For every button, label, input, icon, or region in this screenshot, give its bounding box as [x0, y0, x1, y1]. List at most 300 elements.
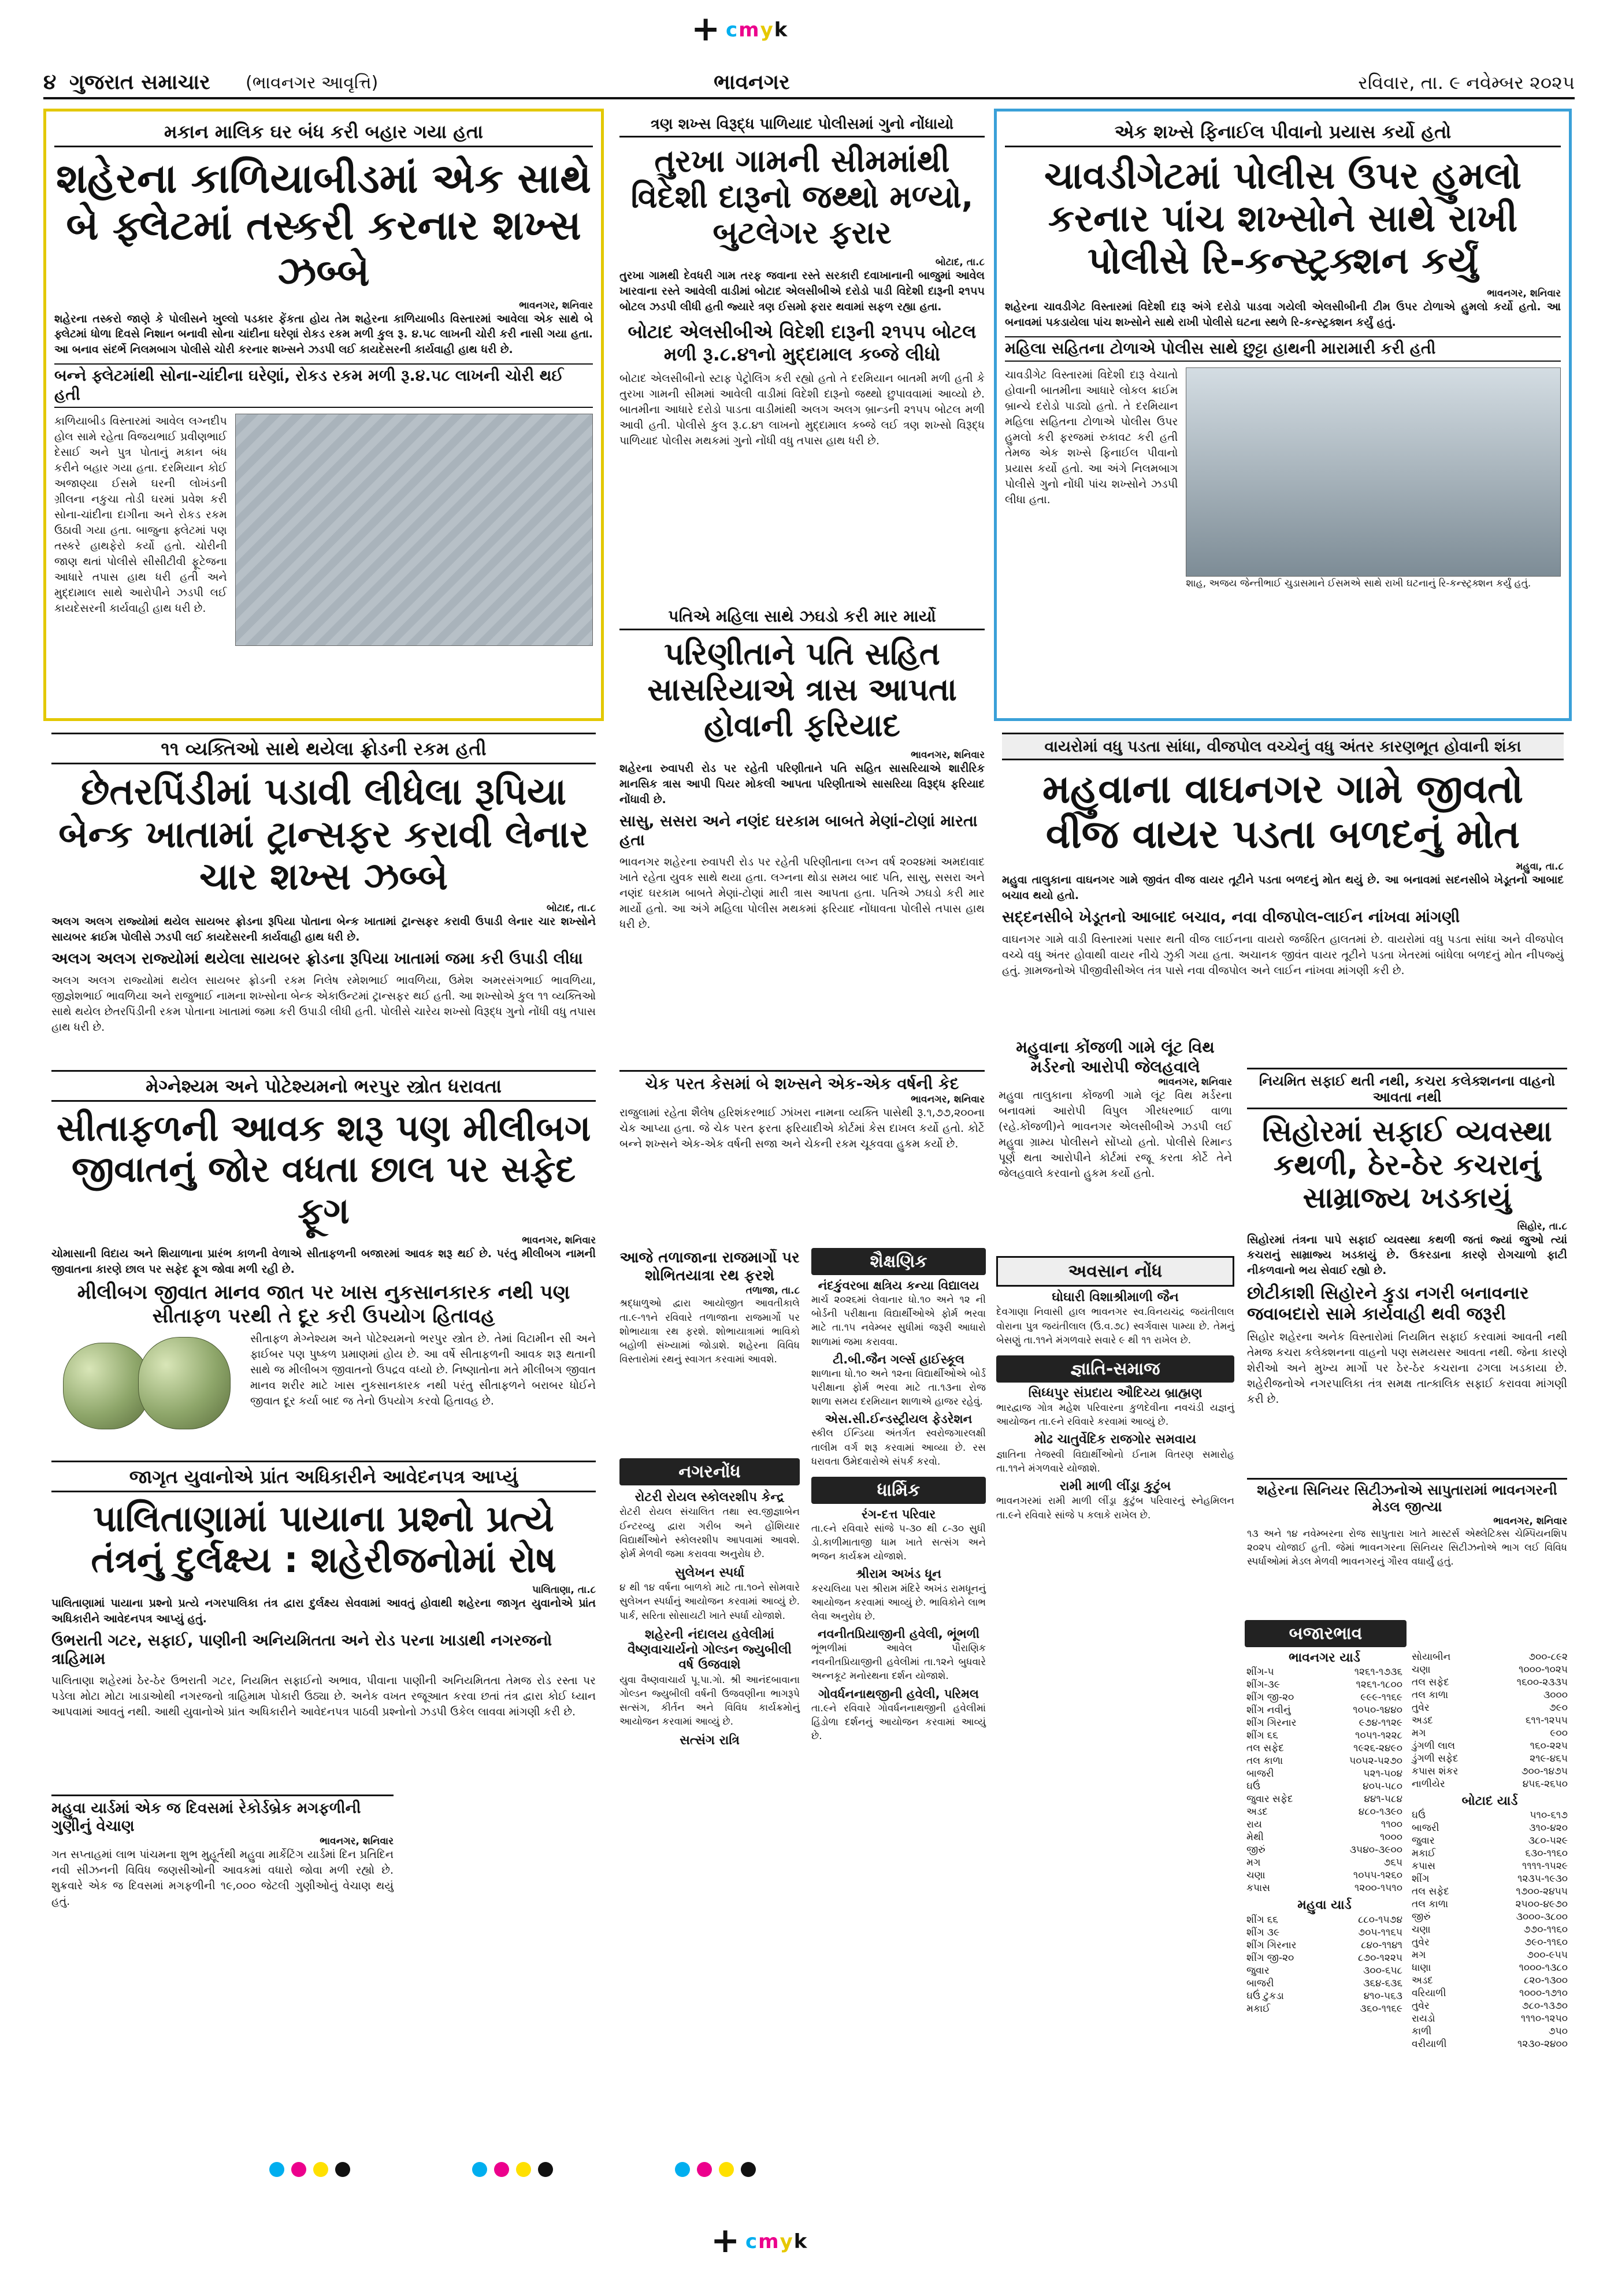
commodity: ચણા: [1412, 1664, 1431, 1675]
rate-row: [1245, 1729, 1404, 1742]
price-range: ૧૦૫૫-૧૨૬૦: [1353, 1870, 1402, 1882]
rate-row: [1410, 1974, 1569, 1987]
column-nagarnondh: [617, 1456, 802, 2149]
commodity: શીંગ જી-૨૦: [1246, 1952, 1294, 1964]
dateline: ભાવનગર, શનિવાર: [519, 299, 593, 311]
dateline: ભાવનગર, શનિવાર: [911, 1093, 985, 1105]
item-title: સિધ્ધપુર સંપ્રદાય ઔદિચ્ય બ્રાહ્મણ: [1028, 1385, 1203, 1400]
item-body: તા.૯ને રવિવારે ગોવર્ધનનાથજીની હવેલીમાં હિંડોળા દર્શનનું આયોજન કરવામાં આવ્યું છે.: [811, 1702, 986, 1742]
item-body: જ્ઞાતિના તેજસ્વી વિદ્યાર્થીઓનો ઈનામ વિતરણ સમારોહ તા.૧૧ને મંગળવારે યોજાશે.: [996, 1448, 1234, 1474]
body: ગત સપ્તાહમાં લાભ પાંચમના શુભ મુહૂર્તથી મહુવા માર્કેટિંગ યાર્ડમાં દિન પ્રતિદિન નવી સીઝનની વિવિધ જણસીઓની આવકમાં વધારો જોવા મળી રહ્યો છે. શુક્રવારે એક જ દિવસમાં મગફળીની ૧૯,૦૦૦ જેટલી ગુણીઓનું વેચાણ થયું હતું.: [51, 1848, 394, 1908]
dateline: બોટાદ, તા.૮: [546, 902, 596, 914]
rate-row: [1410, 1898, 1569, 1911]
masthead: [43, 70, 1575, 99]
price-range: ૧૦૫૧-૧૨૨૮: [1355, 1730, 1402, 1742]
kicker: ત્રણ શખ્સ વિરૂદ્ધ પાળિયાદ પોલીસમાં ગુનો નોંધાયો: [619, 112, 985, 138]
price-range: ૩૮૦-૫૨૯: [1528, 1835, 1568, 1847]
commodity: તલ કાળા: [1412, 1899, 1449, 1911]
commodity: જુવાર: [1246, 1964, 1270, 1977]
price-range: ૪૮૦-૧૩૯૦: [1358, 1806, 1402, 1818]
intro: તુરખા ગામથી દેવધરી ગામ તરફ જવાના રસ્તે સરકારી દવાખાનાની બાજુમાં આવેલ ખારવાના રસ્તે આવેલી વાડીમાં બોટાદ એલસીબીએ દરોડો પાડી વિદેશી દારૂની ૨૧૫૫ બોટલ ઝડપી લીધી હતી જ્યારે ત્રણ ઈસમો ફરાર થવામાં સફળ રહ્યા હતા.: [619, 269, 985, 314]
rate-row: [1245, 1780, 1404, 1793]
commodity: ચણા: [1246, 1870, 1266, 1882]
commodity: અડદ: [1412, 1715, 1433, 1726]
subhead: મહિલા સહિતના ટોળાએ પોલીસ સાથે છુટ્ટા હાથની મારામારી કરી હતી: [1005, 336, 1561, 362]
rate-row: [1410, 1936, 1569, 1949]
item-title: ટી.બી.જૈન ગર્લ્સ હાઈસ્કૂલ: [833, 1352, 964, 1366]
commodity: મગ: [1412, 1949, 1426, 1961]
item-title: શહેરની નંદાલય હવેલીમાં વૈષ્ણવાચાર્યનો ગોલ્ડન જ્યુબીલી વર્ષ ઉજવાશે: [628, 1627, 792, 1673]
rate-row: [1245, 1755, 1404, 1767]
commodity: તુવેર: [1412, 1937, 1430, 1949]
rate-row: [1245, 1717, 1404, 1729]
commodity: તલ સફેદ: [1246, 1743, 1284, 1755]
rate-row: [1410, 1860, 1569, 1873]
headline: ચાવડીગેટમાં પોલીસ ઉપર હુમલો કરનાર પાંચ શખ્સોને સાથે રાખી પોલીસે રિ-કન્સ્ટ્રક્શન કર્યું: [1044, 155, 1521, 283]
fruit-shape: [138, 1337, 231, 1429]
commodity: સોયાબીન: [1412, 1651, 1451, 1663]
headline: પાલિતાણામાં પાયાના પ્રશ્નો પ્રત્યે તંત્રનું દુર્લક્ષ્ય : શહેરીજનોમાં રોષ: [91, 1498, 556, 1581]
price-range: ૭૯૦-૧૧૬૦: [1524, 1937, 1568, 1949]
price-range: ૫૦૫૨-૫૨૭૦: [1349, 1755, 1402, 1767]
rate-row: [1410, 1740, 1569, 1752]
item-body: ભૂંભળીમાં આવેલ પૌરાણિક નવનીતપ્રિયાજીની હવેલીમાં તા.૧૨ને બુધવારે અન્નકૂટ મનોરથના દર્શન યોજાશે.: [811, 1643, 986, 1682]
price-range: ૭૭૦-૧૧૬૦: [1523, 1924, 1568, 1936]
item-body: દેવગાણા નિવાસી હાલ ભાવનગર સ્વ.વિનયચંદ્ર જયંતીલાલ વોરાના પુત્ર જયંતીલાલ (ઉ.વ.૭૮) સ્વર્ગવાસ પામ્યા છે. તેમનું બેસણું તા.૧૧ને મંગળવારે સવારે ૯ થી ૧૧ રાખેલ છે.: [996, 1306, 1234, 1346]
dateline: પાલિતાણા, તા.૮: [532, 1584, 596, 1596]
dateline: ભાવનગર, શનિવાર: [1158, 1076, 1232, 1088]
fruit-shape: [63, 1343, 150, 1429]
yard-title: ભાવનગર યાર્ડ: [1289, 1651, 1360, 1665]
yard-title: બોટાદ યાર્ડ: [1461, 1794, 1518, 1808]
commodity: શીંગ-૫: [1246, 1666, 1274, 1678]
commodity: તલ કાળા: [1412, 1689, 1449, 1701]
rate-row: [1410, 2025, 1569, 2038]
rate-row: [1410, 1822, 1569, 1834]
price-range: ૧૦૦૦-૧૩૮૦: [1519, 1962, 1568, 1974]
dateline: ભાવનગર, શનિવાર: [1487, 287, 1561, 299]
rate-row: [1410, 1809, 1569, 1822]
page-number: ૪: [43, 70, 57, 94]
commodity: શીંગ ૬૬: [1246, 1914, 1278, 1926]
commodity: ઘઉં ટુકડા: [1246, 1990, 1284, 2002]
item-title: નવનીતપ્રિયાજીની હવેલી, ભૂંભળી: [817, 1626, 980, 1641]
story-kaliyabid-theft: [43, 109, 604, 721]
item-title: રંગ-દત્ત પરિવાર: [861, 1507, 936, 1521]
rates-table-botad: [1410, 1809, 1569, 2050]
rate-row: [1410, 1689, 1569, 1701]
kicker: વાયરોમાં વધુ પડતા સાંધા, વીજપોલ વચ્ચેનું વધુ અંતર કારણભૂત હોવાની શંકા: [1002, 733, 1564, 760]
subhead: સદ્દનસીબે ખેડૂતનો આબાદ બચાવ, નવા વીજપોલ-લાઈન નાંખવા માંગણી: [1002, 908, 1460, 927]
photo-caption: શાહ, અજય જેન્તીભાઈ ચુડાસમાને ઈસમએ સાથે રાખી ઘટનાનું રિ-કન્સ્ટ્રક્શન કર્યું હતું.: [1186, 578, 1531, 590]
headline: પરિણીતાને પતિ સહિત સાસરિયાએ ત્રાસ આપતા હોવાની ફરિયાદ: [647, 636, 957, 744]
price-range: ૨૫૦૦-૪૯૭૦: [1515, 1899, 1568, 1911]
price-range: ૭૦૫-૧૧૬૫: [1358, 1926, 1402, 1938]
item-body: રોટરી રોયલ સંચાલિત તથા સ્વ.જીજ્ઞાબેન ઈન્ટરવ્યુ દ્વારા ગરીબ અને હોંશિયાર વિદ્યાર્થીઓને સ્કોલરશીપ આપવામાં આવશે. ફોર્મ મેળવી જમા કરાવવા અનુરોધ છે.: [619, 1506, 800, 1560]
subhead: સાસુ, સસરા અને નણંદ ઘરકામ બાબતે મેણાં-ટોણાં મારતા હતા: [619, 812, 978, 849]
rate-row: [1410, 2000, 1569, 2012]
commodity: મગ: [1246, 1857, 1261, 1869]
commodity: જીરું: [1246, 1844, 1266, 1856]
swatch: [313, 2162, 328, 2177]
price-range: ૩૦૦૦-૩૮૦૦: [1516, 1911, 1568, 1923]
rate-row: [1410, 2038, 1569, 2050]
price-range: ૧૨૬૧-૧૭૩૬: [1354, 1666, 1402, 1678]
price-range: ૧૬૦-૨૨૫: [1530, 1740, 1568, 1752]
headline: ચેક પરત કેસમાં બે શખ્સને એક-એક વર્ષની કેદ: [619, 1070, 985, 1094]
kicker: મેગ્નેશ્યમ અને પોટેશ્યમનો ભરપુર સ્ત્રોત ધરાવતા: [51, 1070, 596, 1102]
price-range: ૪૫૬-૨૬૫૦: [1522, 1778, 1568, 1790]
item-body: તા.૯ને રવિવારે સાંજે ૫-૩૦ થી ૮-૩૦ સુધી ડો.કાળીમાતાજી ધામ ખાતે સત્સંગ અને ભજન કાર્યક્રમ યોજાશે.: [811, 1523, 986, 1563]
dateline: બોટાદ, તા.૮: [935, 257, 985, 269]
headline: મહુવા યાર્ડમાં એક જ દિવસમાં રેકોર્ડબ્રેક મગફળીની ગુણીનું વેચાણ: [51, 1795, 394, 1836]
story-cheque-case: [617, 1067, 987, 1240]
story-turkha-liquor: [617, 109, 987, 594]
price-range: ૪૦૫-૫૮૦: [1363, 1781, 1402, 1793]
rate-row: [1245, 1678, 1404, 1691]
rate-row: [1245, 1926, 1404, 1939]
item-title: ઘોઘારી વિશાશ્રીમાળી જૈન: [1052, 1290, 1179, 1305]
story-custard-apple: [43, 1067, 604, 1448]
body: મહુવા તાલુકાના કોંજળી ગામે લૂંટ વિથ મર્ડરના બનાવમાં આરોપી વિપુલ ગીરધરભાઈ વાળા (રહે.કોંજળી)ને ભાવનગર એલસીબીએ ઝડપી લઈ મહુવા ગ્રામ્ય પોલીસને સોંપ્યો હતો. પોલીસે રિમાન્ડ પૂર્ણ થતા આરોપીને કોર્ટમાં રજૂ કરતા કોર્ટે તેને જેલહવાલે કરવાનો હુકમ કર્યો હતો.: [999, 1089, 1232, 1180]
commodity: રાય: [1246, 1819, 1262, 1831]
rate-row: [1245, 1952, 1404, 1964]
registration-mark-bottom: +: [711, 2220, 740, 2261]
swatch: [269, 2162, 284, 2177]
price-range: ૩૫૪૦-૩૯૦૦: [1349, 1844, 1402, 1856]
price-range: ૧૦૫૦-૧૪૪૦: [1353, 1704, 1402, 1717]
swatch: [719, 2162, 734, 2177]
item-body: યુવા વૈષ્ણવાચાર્ય પૂ.પા.ગો. શ્રી આનંદબાવાના ગોલ્ડન જ્યુબીલી વર્ષની ઉજવણીના ભાગરૂપે સત્સંગ, કીર્તન અને વિવિધ કાર્યક્રમોનું આયોજન કરવામાં આવ્યું છે.: [619, 1674, 800, 1728]
rate-row: [1410, 1765, 1569, 1778]
commodity: તુવેર: [1412, 2000, 1430, 2012]
dateline: તળાજા, તા.૮: [745, 1285, 800, 1297]
rate-row: [1245, 1831, 1404, 1844]
rate-row: [1410, 1949, 1569, 1961]
price-range: ૮૪૦-૧૧૪૧: [1361, 1939, 1402, 1951]
story-chavdigate-attack: [994, 109, 1572, 721]
body: સીતાફળ મેગ્નેશ્યમ અને પોટેશ્યમનો ભરપુર સ્ત્રોત છે. તેમાં વિટામીન સી અને ફાઈબર પણ પુષ્કળ પ્રમાણમાં હોય છે. આ વર્ષે સીતાફળની આવક શરૂ થતાની સાથે જ મીલીબગ જીવાતનો ઉપદ્રવ વધ્યો છે. નિષ્ણાતોના મતે મીલીબગ જીવાત માનવ શરીર માટે ખાસ નુકસાનકારક નથી પરંતુ સીતાફળને બરાબર ધોઈને જીવાત દૂર કર્યા બાદ જ તેનો ઉપયોગ કરવો હિતાવહ છે.: [250, 1332, 596, 1408]
commodity: તલ સફેદ: [1412, 1886, 1449, 1898]
price-range: ૯૭૪-૧૧૨૯: [1359, 1717, 1402, 1729]
price-range: ૧૦૦૦-૧૦૨૫: [1519, 1664, 1568, 1675]
price-range: ૧૦૦૦-૧૭૧૦: [1519, 1987, 1568, 2000]
rate-row: [1245, 1793, 1404, 1805]
commodity: જુવાર: [1412, 1835, 1435, 1847]
item-body: ભાવનગરમાં રામી માળી લીંડ્રા કુટુંબ પરિવારનું સ્નેહમિલન તા.૯ને રવિવારે સાંજે ૫ કલાકે રાખેલ છે.: [996, 1495, 1234, 1521]
commodity: ડુંગળી સફેદ: [1412, 1753, 1459, 1764]
commodity: કપાસ: [1412, 1860, 1435, 1873]
story-cyber-fraud: [43, 729, 604, 1064]
price-range: ૩૦૦૦: [1543, 1689, 1568, 1701]
body: ૧૩ અને ૧૪ નવેમ્બરના રોજ સાપુતારા ખાતે માસ્ટર્સ એથ્લેટિક્સ ચેમ્પિયનશિપ ૨૦૨૫ યોજાઈ હતી. જેમાં ભાવનગરના સિનિયર સિટીઝનોએ ભાગ લઈ વિવિધ સ્પર્ધાઓમાં મેડલ મેળવી ભાવનગરનું ગૌરવ વધાર્યું હતું.: [1247, 1528, 1567, 1567]
story-konjli-murder: [994, 1034, 1237, 1248]
rate-row: [1245, 1939, 1404, 1952]
subhead: છોટીકાશી સિહોરને કુડા નગરી બનાવનાર જવાબદારો સામે કાર્યવાહી થવી જરૂરી: [1247, 1283, 1529, 1325]
price-range: ૩૧૦-૪૨૦: [1529, 1822, 1568, 1834]
commodity: મગ: [1412, 1727, 1426, 1739]
price-range: ૩૦૦-૬૫૮: [1363, 1964, 1402, 1977]
price-range: ૭૦૦-૮૯૨: [1528, 1651, 1568, 1663]
rate-row: [1245, 1742, 1404, 1755]
price-range: ૧૯૨૬-૨૪૯૦: [1353, 1743, 1402, 1755]
price-range: ૧૧૧૧-૧૫૨૯: [1522, 1860, 1568, 1873]
kicker: પતિએ મહિલા સાથે ઝઘડો કરી માર માર્યો: [619, 603, 985, 630]
rate-row: [1245, 1666, 1404, 1678]
price-range: ૬૩૦-૧૧૬૦: [1525, 1848, 1568, 1860]
kicker: એક શખ્સે ફિનાઈલ પીવાનો પ્રયાસ કર્યો હતો: [1005, 117, 1561, 147]
rate-row: [1410, 1727, 1569, 1740]
rate-row: [1410, 1873, 1569, 1885]
price-range: ૧૧૦૦: [1381, 1819, 1402, 1831]
dateline: ભાવનગર, શનિવાર: [1493, 1515, 1567, 1527]
rate-row: [1410, 2012, 1569, 2025]
commodity: શીંગ ૬૬: [1246, 1730, 1278, 1742]
rate-row: [1410, 1676, 1569, 1689]
paper-name: ગુજરાત સમાચાર: [69, 70, 210, 94]
swatch: [291, 2162, 306, 2177]
price-range: ૭૮૦-૧૩૭૦: [1521, 2000, 1568, 2012]
commodity: બાજરી: [1246, 1977, 1274, 1989]
price-range: ૭૦૦-૧૪૭૫: [1521, 1766, 1568, 1777]
rate-row: [1245, 1704, 1404, 1717]
headline: શહેરના સિનિયર સિટીઝનોએ સાપુતારામાં ભાવનગરની મેડલ જીત્યા: [1247, 1478, 1567, 1515]
commodity: તલ સફેદ: [1412, 1677, 1449, 1688]
price-range: ૮૮૦-૧૫૭૪: [1358, 1914, 1402, 1926]
rate-row: [1410, 1752, 1569, 1765]
price-range: ૧૬૦૦-૨૩૩૫: [1516, 1677, 1568, 1688]
body: વાઘનગર ગામે વાડી વિસ્તારમાં પસાર થતી વીજ લાઈનના વાયરો જર્જરિત હાલતમાં છે. વાયરોમાં વધુ પડતા સાંધા અને વીજપોલ વચ્ચે વધુ અંતર હોવાથી વાયર નીચે ઝુકી ગયા હતા. અચાનક જીવંત વાયર તૂટીને પડતા ખેતરમાં બાંધેલા બળદનું મોત નીપજ્યું હતું. ગ્રામજનોએ પીજીવીસીએલ તંત્ર પાસે નવા વીજપોલ અને લાઈન નાંખવા માંગણી કરી છે.: [1002, 932, 1564, 977]
commodity: તલ કાળા: [1246, 1755, 1283, 1767]
kicker: નિયમિત સફાઈ થતી નથી, કચરા કલેક્શનના વાહનો આવતા નથી: [1247, 1068, 1567, 1109]
rate-row: [1245, 1990, 1404, 2003]
price-range: ૧૨૩૫-૧૯૩૦: [1517, 1873, 1568, 1885]
item-title: મોઢ ચાતુર્વેદિક રાજગોર સમવાય: [1034, 1432, 1196, 1447]
registration-mark-top: +: [691, 9, 721, 49]
body: સિહોર શહેરના અનેક વિસ્તારોમાં નિયમિત સફાઈ કરવામાં આવતી નથી તેમજ કચરા કલેક્શનના વાહનો પણ સમયસર આવતા નથી. જેના કારણે શેરીઓ અને મુખ્ય માર્ગો પર ઠેર-ઠેર કચરાના ઢગલા ખડકાયા છે. શહેરીજનોએ નગરપાલિકા તંત્ર સમક્ષ તાત્કાલિક સફાઈ કરાવવા માંગણી કરી છે.: [1247, 1331, 1567, 1406]
price-range: ૧૨૬૧-૧૮૦૦: [1356, 1679, 1402, 1691]
body: શ્રદ્ધાળુઓ દ્વારા આયોજીત આવતીકાલે તા.૯-૧૧ને રવિવારે તળાજાના રાજમાર્ગો પર શોભાયાત્રા રથ ફરશે. શોભાયાત્રામાં ભાવિકો બહોળી સંખ્યામાં જોડાશે. શહેરના વિવિધ વિસ્તારોમાં રથનું સ્વાગત કરવામાં આવશે.: [619, 1298, 800, 1365]
body: પાલિતાણા શહેરમાં ઠેર-ઠેર ઉભરાતી ગટર, નિયમિત સફાઈનો અભાવ, પીવાના પાણીની અનિયમિતતા તેમજ રોડ રસ્તા પર પડેલા મોટા મોટા ખાડાઓથી નગરજનો ત્રાહિમામ પોકારી ઉઠ્યા છે. અનેક વખત રજૂઆત કરવા છતાં તંત્ર દ્વારા કોઈ ધ્યાન આપવામાં આવતું નથી. આથી યુવાનોએ પ્રાંત અધિકારીને આવેદનપત્ર પાઠવી પ્રશ્નોનો ઝડપી ઉકેલ લાવવા માંગણી કરી છે.: [51, 1674, 596, 1719]
rate-row: [1245, 1882, 1404, 1894]
column-tag: નગરનોંધ: [619, 1458, 800, 1485]
headline: સીતાફળની આવક શરૂ પણ મીલીબગ જીવાતનું જોર વધતા છાલ પર સફેદ ફૂગ: [56, 1107, 591, 1232]
story-palitana: [43, 1457, 604, 1781]
item-title: સુલેખન સ્પર્ધા: [674, 1565, 745, 1580]
rates-table-bhavnagar: [1245, 1666, 1404, 1894]
rate-row: [1410, 1847, 1569, 1860]
rate-row: [1245, 1964, 1404, 1977]
dateline: સિહોર, તા.૮: [1517, 1220, 1567, 1232]
section-title: ભાવનગર: [714, 70, 790, 94]
price-range: ૮૭૦-૧૨૨૫: [1358, 1952, 1402, 1964]
price-range: ૧૨૦૦-૧૫૧૦: [1354, 1882, 1402, 1894]
column-tag: ધાર્મિક: [811, 1477, 986, 1504]
headline: મહુવાના કોંજળી ગામે લૂંટ વિથ મર્ડરનો આરોપી જેલહવાલે: [1016, 1038, 1215, 1076]
price-range: ૭૫૦: [1548, 2026, 1568, 2038]
story-mahuva-yard: [43, 1791, 402, 2138]
item-body: સ્કીલ ઈન્ડિયા અંતર્ગત સ્વરોજગારલક્ષી તાલીમ વર્ગ શરૂ કરવામાં આવ્યા છે. રસ ધરાવતા ઉમેદવારોએ સંપર્ક કરવો.: [811, 1428, 986, 1467]
price-range: ૮૨૦-૧૩૦૦: [1524, 1975, 1568, 1987]
commodity: અડદ: [1246, 1806, 1268, 1818]
column-tag: બજારભાવ: [1245, 1620, 1407, 1647]
yard-title: મહુવા યાર્ડ: [1297, 1898, 1352, 1913]
commodity: મકાઈ: [1412, 1848, 1436, 1860]
intro: શહેરના તસ્કરો જાણે કે પોલીસને ખુલ્લો પડકાર ફેંકતા હોય તેમ શહેરના કાળિયાબીડ વિસ્તારમાં આવેલા એક સાથે બે ફ્લેટમાં ધોળા દિવસે નિશાન બનાવી સોના ચાંદીના ઘરેણાં રોકડ રકમ મળી કુલ રૂ. ૪.૫૮ લાખની ચોરી કરી નાસી ગયા હતા. આ બનાવ સંદર્ભે નિલમબાગ પોલીસે ચોરી કરનાર શખ્સને ઝડપી લઈ કાયદેસરની કાર્યવાહી હાથ ધરી છે.: [54, 312, 593, 356]
headline: શહેરના કાળિયાબીડમાં એક સાથે બે ફ્લેટમાં તસ્કરી કરનાર શખ્સ ઝબ્બે: [56, 155, 591, 295]
price-range: ૨૧૯-૪૬૫: [1530, 1753, 1568, 1764]
market-rates: [1242, 1618, 1572, 2149]
rate-row: [1410, 1834, 1569, 1847]
price-range: ૫૨૧-૫૦૪: [1363, 1768, 1402, 1780]
item-title: શ્રીરામ અખંડ ધૂન: [856, 1567, 941, 1581]
commodity: ઘઉં: [1412, 1810, 1426, 1822]
commodity: શીંગ: [1412, 1873, 1430, 1885]
body: બોટાદ એલસીબીનો સ્ટાફ પેટ્રોલિંગ કરી રહ્યો હતો તે દરમિયાન બાતમી મળી હતી કે તુરખા ગામની સીમમાં આવેલી વાડીમાં વિદેશી દારૂનો જથ્થો છુપાવવામાં આવ્યો છે. બાતમીના આધારે દરોડો પાડતા વાડીમાંથી અલગ અલગ બ્રાન્ડની ૨૧૫૫ બોટલ મળી આવી હતી. પોલીસે કુલ રૂ.૮.૪૧ લાખનો મુદ્દામાલ કબ્જે લઈ ત્રણ શખ્સો વિરૂદ્ધ પાળિયાદ પોલીસ મથકમાં ગુનો નોંધી વધુ તપાસ હાથ ધરી છે.: [619, 371, 985, 447]
price-range: ૬૧૧-૧૨૫૫: [1526, 1715, 1568, 1726]
price-range: ૪૧૦-૫૬૩: [1363, 1990, 1402, 2002]
commodity: કપાસ શંકર: [1412, 1766, 1459, 1777]
body: અલગ અલગ રાજ્યોમાં થયેલ સાયબર ફ્રોડની રકમ નિલેષ રમેશભાઈ ભાવળિયા, ઉમેશ અમરસંગભાઈ ભાવળિયા, જીજ્ઞેશભાઈ ભાવળિયા અને રાજુભાઈ નામના શખ્સોના બેન્ક એકાઉન્ટમાં ટ્રાન્સફર થઈ હતી. આ શખ્સોએ કુલ ૧૧ વ્યક્તિઓ સાથે થયેલ છેતરપિંડીની રકમ પોતાના ખાતામાં જમા કરી ઉપાડી લીધી હતી. પોલીસે ચારેય શખ્સો વિરૂદ્ધ ગુનો નોંધી વધુ તપાસ હાથ ધરી છે.: [51, 974, 596, 1034]
dateline: ભાવનગર, શનિવાર: [320, 1836, 394, 1848]
rate-row: [1410, 1778, 1569, 1790]
rate-row: [1245, 1977, 1404, 1990]
price-range: ૭૦૦-૯૫૫: [1527, 1949, 1568, 1961]
story-sihor-cleanliness: [1242, 1064, 1572, 1469]
subhead: અલગ અલગ રાજ્યોમાં થયેલા સાયબર ફ્રોડના રૂપિયા ખાતામાં જમા કરી ઉપાડી લીધા: [51, 949, 583, 968]
price-range: ૧૦૦૦: [1379, 1831, 1402, 1844]
body: કાળિયાબીડ વિસ્તારમાં આવેલ લગ્નદીપ હોલ સામે રહેતા વિજયભાઈ પ્રવીણભાઈ દેસાઈ અને પુત્ર પોતાનું મકાન બંધ કરીને બહાર ગયા હતા. દરમિયાન કોઈ અજાણ્યા ઈસમે ઘરની લોખંડની ગ્રીલના નકુચા તોડી ઘરમાં પ્રવેશ કરી સોના-ચાંદીના દાગીના અને રોકડ રકમ ઉઠાવી ગયા હતા. બાજુના ફ્લેટમાં પણ તસ્કરે હાથફેરો કર્યો હતો. ચોરીની જાણ થતાં પોલીસે સીસીટીવી ફૂટેજના આધારે તપાસ હાથ ધરી હતી અને મુદ્દામાલ સાથે આરોપીને ઝડપી લઈ કાયદેસરની કાર્યવાહી હાથ ધરી છે.: [54, 415, 227, 615]
rate-row: [1410, 1885, 1569, 1898]
police-photo: [235, 414, 593, 646]
rate-row: [1245, 1767, 1404, 1780]
date: રવિવાર, તા. ૯ નવેમ્બર ૨૦૨૫: [1358, 72, 1575, 94]
commodity: રાયડો: [1412, 2013, 1435, 2025]
item-body: શાળાના ધો.૧૦ અને ૧૨ના વિદ્યાર્થીઓએ બોર્ડ પરીક્ષાના ફોર્મ ભરવા માટે તા.૧૩ના રોજ શાળા સમય દરમિયાન શાળાએ હાજર રહેવું.: [811, 1368, 986, 1408]
rate-row: [1245, 1869, 1404, 1882]
commodity: ઘઉં: [1246, 1781, 1260, 1793]
commodity: નાળીયેર: [1412, 1778, 1445, 1790]
swatch: [516, 2162, 531, 2177]
column-tag: શૈક્ષણિક: [811, 1248, 986, 1275]
commodity: ધાણા: [1412, 1962, 1431, 1974]
story-harassment: [617, 600, 987, 1062]
item-body: માર્ચ ૨૦૨૬માં લેવાનાર ધો.૧૦ અને ૧૨ ની બોર્ડની પરીક્ષાના વિદ્યાર્થીઓએ ફોર્મ ભરવા માટે તા.૧૫ નવેમ્બર સુધીમાં જરૂરી આધારો શાળામાં જમા કરાવવા.: [811, 1294, 986, 1348]
item-body: ૪ થી ૧૪ વર્ષના બાળકો માટે તા.૧૦ને સોમવારે સુલેખન સ્પર્ધાનું આયોજન કરવામાં આવ્યું છે. પાર્ક, સરિતા સોસાયટી ખાતે સ્પર્ધા યોજાશે.: [619, 1582, 800, 1622]
color-bar: [266, 2162, 1352, 2185]
rate-row: [1410, 1714, 1569, 1727]
edition: (ભાવનગર આવૃત્તિ): [246, 73, 378, 93]
kicker: ૧૧ વ્યક્તિઓ સાથે થયેલા ફ્રોડની રકમ હતી: [51, 733, 596, 764]
subhead: બોટાદ એલસીબીએ વિદેશી દારૂની ૨૧૫૫ બોટલ મળી રૂ.૮.૪૧નો મુદ્દામાલ કબ્જે લીધો: [628, 321, 977, 365]
price-range: ૯૯૯-૧૧૬૯: [1360, 1692, 1402, 1704]
commodity: શીંગ નવીનું: [1246, 1704, 1291, 1717]
commodity: વરીયાળી: [1412, 2038, 1447, 2050]
price-range: ૭૯૦: [1549, 1702, 1568, 1714]
rate-row: [1245, 1805, 1404, 1818]
item-title: ગોવર્ધનનાથજીની હવેલી, પરિમલ: [818, 1686, 979, 1701]
subhead: મીલીબગ જીવાત માનવ જાત પર ખાસ નુકસાનકારક નથી પણ સીતાફળ પરથી તે દૂર કરી ઉપયોગ હિતાવહ: [77, 1280, 570, 1328]
column-avsan-gnati: [994, 1254, 1237, 2149]
price-range: ૧૧૧૦-૧૨૫૦: [1520, 2013, 1568, 2025]
commodity: શીંગ ૩૯: [1246, 1926, 1280, 1938]
rate-row: [1410, 1663, 1569, 1676]
commodity: મકાઈ: [1246, 2003, 1271, 2015]
rate-row: [1410, 1651, 1569, 1663]
swatch: [675, 2162, 690, 2177]
price-range: ૭૬૫: [1383, 1857, 1402, 1869]
body: ભાવનગર શહેરના રુવાપરી રોડ પર રહેતી પરિણીતાના લગ્ન વર્ષ ૨૦૨૪માં અમદાવાદ ખાતે રહેતા યુવક સાથે થયા હતા. લગ્નના થોડા સમય બાદ પતિ, સાસુ, સસરા અને નણંદ ઘરકામ બાબતે મેણાં-ટોણાં મારી ત્રાસ આપતા હતા. પતિએ ઝઘડો કરી માર માર્યો હતો. આ અંગે મહિલા પોલીસ મથકમાં ફરિયાદ નોંધાવતા પોલીસે તપાસ હાથ ધરી છે.: [619, 855, 985, 931]
dateline: ભાવનગર, શનિવાર: [911, 749, 985, 761]
cmyk-mark-top: cmyk: [726, 18, 789, 42]
story-senior-citizens: [1242, 1474, 1572, 1613]
rate-row: [1410, 1701, 1569, 1714]
commodity: કપાસ: [1246, 1882, 1270, 1894]
intro: શહેરના ચાવડીગેટ વિસ્તારમાં વિદેશી દારૂ અંગે દરોડો પાડવા ગયેલી એલસીબીની ટીમ ઉપર ટોળાએ હુમલો કર્યો હતો. આ બનાવમાં પકડાયેલા પાંચ શખ્સોને સાથે રાખી પોલીસે ઘટના સ્થળે રિ-કન્સ્ટ્રક્શન કર્યું હતું.: [1005, 300, 1561, 329]
rate-row: [1245, 1856, 1404, 1869]
item-title: એસ.સી.ઈન્ડસ્ટ્રીયલ ફેડરેશન: [825, 1412, 973, 1426]
intro: મહુવા તાલુકાના વાઘનગર ગામે જીવંત વીજ વાયર તૂટીને પડતા બળદનું મોત થયું છે. આ બનાવમાં સદનસીબે ખેડૂતનો આબાદ બચાવ થયો હતો.: [1002, 874, 1564, 902]
price-range: ૩૬૪-૬૩૬: [1363, 1977, 1402, 1989]
rate-row: [1245, 1818, 1404, 1831]
rates-table-mahuva: [1245, 1914, 1404, 2015]
commodity: શીંગ ગિરનાર: [1246, 1717, 1297, 1729]
price-range: ૫૧૦-૬૧૭: [1530, 1810, 1568, 1822]
reconstruction-photo: [1186, 367, 1561, 577]
price-range: ૯૦૦: [1550, 1727, 1568, 1739]
column-shaikshanik: [809, 1246, 988, 2147]
commodity: તુવેર: [1412, 1702, 1430, 1714]
subhead: બન્ને ફ્લેટમાંથી સોના-ચાંદીના ઘરેણાં, રોકડ રકમ મળી રૂ.૪.૫૮ લાખની ચોરી થઈ હતી: [54, 363, 593, 408]
column-tag: અવસાન નોંધ: [996, 1256, 1234, 1287]
swatch: [494, 2162, 509, 2177]
price-range: ૧૭૦૦-૨૪૫૫: [1516, 1886, 1568, 1898]
headline: આજે તળાજાના રાજમાર્ગો પર શોભિતયાત્રા રથ ફરશે: [619, 1249, 800, 1285]
headline: તુરખા ગામની સીમમાંથી વિદેશી દારૂનો જથ્થો મળ્યો, બુટલેગર ફરાર: [630, 143, 974, 251]
item-body: ભારદ્વાજ ગોત્ર મહેશ પરિવારના કુળદેવીના નવચંડી યજ્ઞનું આયોજન તા.૯ને રવિવારે કરવામાં આવ્યું છે.: [996, 1402, 1234, 1428]
body: ચાવડીગેટ વિસ્તારમાં વિદેશી દારૂ વેચાતો હોવાની બાતમીના આધારે લોકલ ક્રાઈમ બ્રાન્ચે દરોડો પાડ્યો હતો. તે દરમિયાન મહિલા સહિતના ટોળાએ પોલીસ ઉપર હુમલો કરી ફરજમાં રુકાવટ કરી હતી તેમજ એક શખ્સે ફિનાઈલ પીવાનો પ્રયાસ કર્યો હતો. આ અંગે નિલમબાગ પોલીસે ગુનો નોંધી પાંચ શખ્સોને ઝડપી લીધા હતા.: [1005, 369, 1178, 506]
rate-row: [1245, 1691, 1404, 1704]
dateline: મહુવા, તા.૮: [1516, 861, 1564, 873]
intro: ચોમાસાની વિદાય અને શિયાળાના પ્રારંભ કાળની વેળાએ સીતાફળની બજારમાં આવક શરૂ થઈ છે. પરંતુ મીલીબગ નામની જીવાતના કારણે છાલ પર સફેદ ફૂગ જોવા મળી રહી છે.: [51, 1247, 596, 1276]
rates-table-bhavnagar-2: [1410, 1651, 1569, 1790]
item-title: રામી માળી લીંડ્રા કુટુંબ: [1059, 1479, 1171, 1494]
column-tag: જ્ઞાતિ-સમાજ: [996, 1355, 1234, 1383]
headline: મહુવાના વાઘનગર ગામે જીવતો વીજ વાયર પડતા બળદનું મોત: [1042, 767, 1523, 858]
price-range: ૧૨૩૦-૨૪૦૦: [1517, 2038, 1568, 2050]
intro: સિહોરમાં તંત્રના પાપે સફાઈ વ્યવસ્થા કથળી જતાં જ્યાં જુઓ ત્યાં કચરાનું સામ્રાજ્ય ખડકાયું છે. ઉકરડાના કારણે રોગચાળો ફાટી નીકળવાનો ભય સેવાઈ રહ્યો છે.: [1247, 1233, 1567, 1277]
swatch: [741, 2162, 756, 2177]
price-range: ૩૬૦-૧૧૬૯: [1360, 2003, 1402, 2015]
item-title: સત્સંગ રાત્રિ: [680, 1733, 740, 1748]
headline: છેતરપિંડીમાં પડાવી લીધેલા રૂપિયા બેન્ક ખાતામાં ટ્રાન્સફર કરાવી લેનાર ચાર શખ્સ ઝબ્બે: [58, 771, 589, 899]
story-bullock-electrocution: [994, 729, 1572, 1064]
intro: પાલિતાણામાં પાયાના પ્રશ્નો પ્રત્યે નગરપાલિકા તંત્ર દ્વારા દુર્લક્ષ્ય સેવવામાં આવતું હોવાથી શહેરના જાગૃત યુવાનોએ પ્રાંત અધિકારીને આવેદનપત્ર આપ્યું હતું.: [51, 1596, 596, 1625]
intro: અલગ અલગ રાજ્યોમાં થયેલ સાયબર ફ્રોડના રૂપિયા પોતાના બેન્ક ખાતામાં ટ્રાન્સફર કરાવી ઉપાડી લેનાર ચાર શખ્સોને સાયબર ક્રાઈમ પોલીસે ઝડપી લઈ કાયદેસરની કાર્યવાહી હાથ ધરી છે.: [51, 915, 596, 943]
commodity: જુવાર સફેદ: [1246, 1793, 1293, 1805]
rate-row: [1410, 1923, 1569, 1936]
body: રાજુલામાં રહેતા શૈલેષ હરિશંકરભાઈ ઝાંખરા નામના વ્યક્તિ પાસેથી રૂ.૧,૭૭,૨૦૦ના ચેક આપ્યા હતા. જે ચેક પરત ફરતા ફરિયાદીએ કોર્ટમાં કેસ દાખલ કર્યો હતો. કોર્ટે બન્ને શખ્સને એક-એક વર્ષની સજા અને ચેકની રકમ ચૂકવવા હુકમ કર્યો છે.: [619, 1106, 985, 1150]
swatch: [697, 2162, 712, 2177]
commodity: શીંગ જી-૨૦: [1246, 1692, 1294, 1704]
commodity: શીંગ ગિરનાર: [1246, 1939, 1297, 1951]
rate-row: [1410, 1987, 1569, 2000]
rate-row: [1245, 1844, 1404, 1856]
kicker: જાગૃત યુવાનોએ પ્રાંત અધિકારીને આવેદનપત્ર આપ્યું: [51, 1461, 596, 1492]
rate-row: [1245, 2003, 1404, 2015]
commodity: ચણા: [1412, 1924, 1431, 1936]
swatch: [472, 2162, 487, 2177]
